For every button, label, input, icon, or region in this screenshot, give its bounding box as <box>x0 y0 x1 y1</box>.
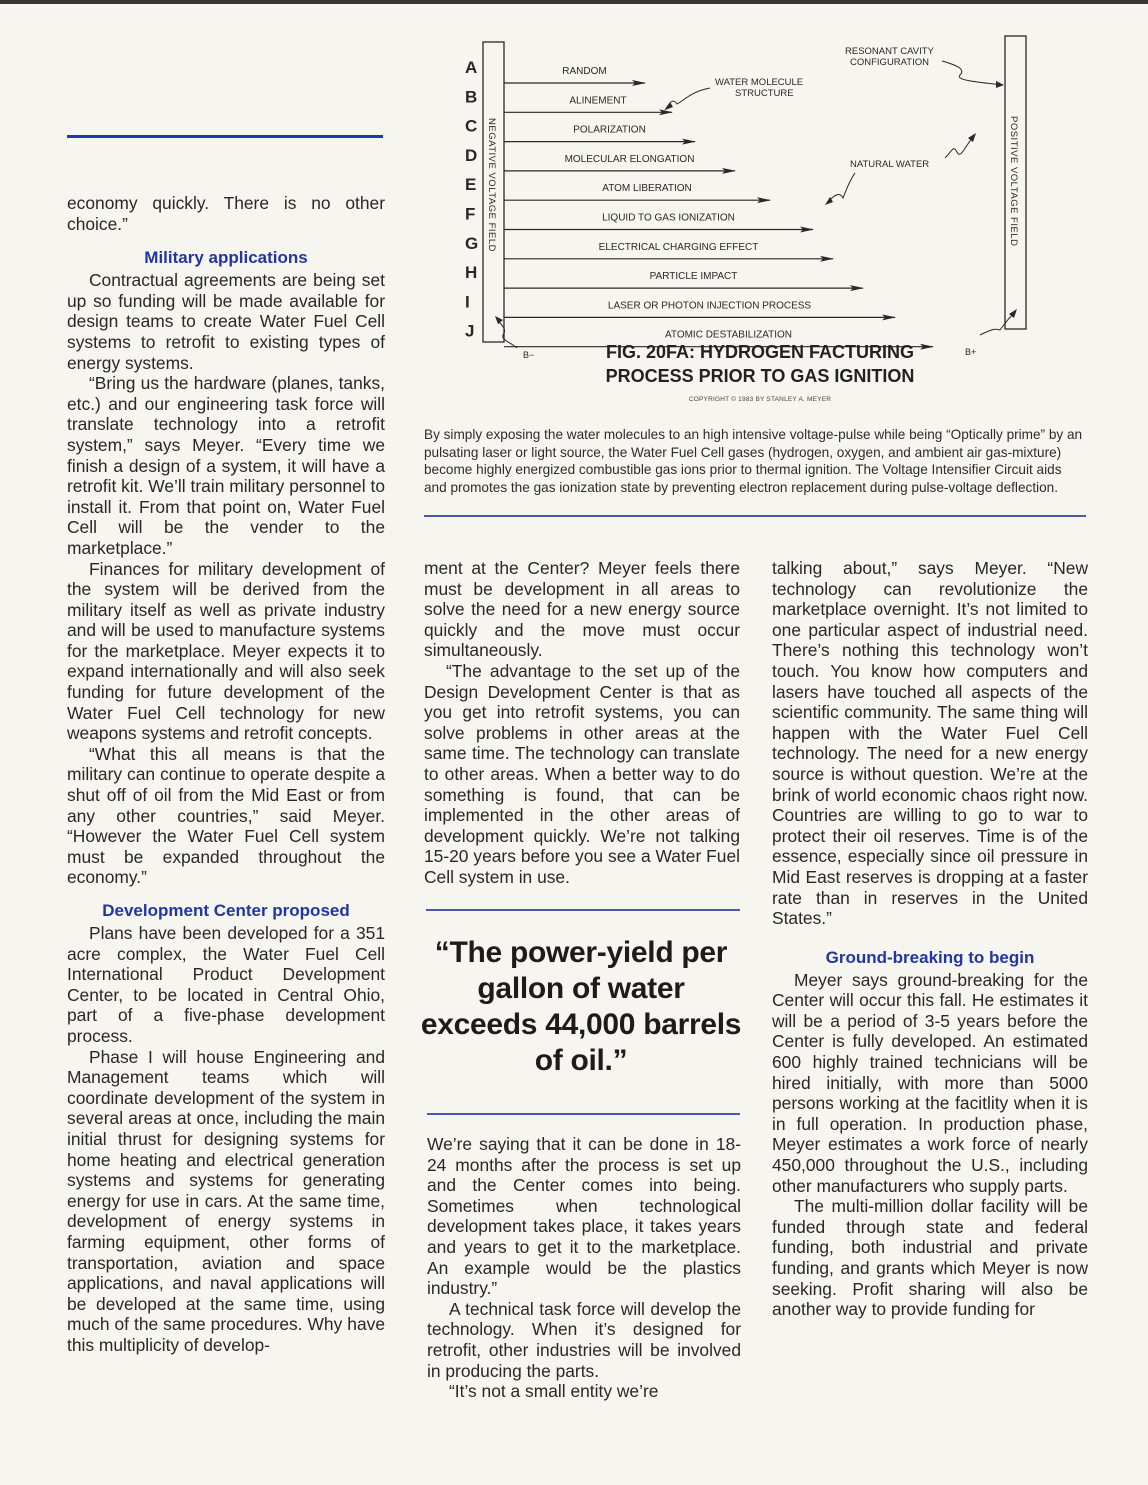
annotation-b-plus: B+ <box>965 347 977 357</box>
section-rule <box>67 135 383 138</box>
figure-caption: By simply exposing the water molecules to an high intensive voltage-pulse while being “Optically prime” by an pulsating laser or light source, the Water Fuel Cell gases (hydrogen, oxygen, and ambient air gas-mixture) become highly energized combustible gas ions prior to thermal ignition. The Voltage Intensifier Circuit aids and promotes the gas ionization state by preventing electron replacement during pulse-voltage deflection. <box>424 427 1083 495</box>
figure-title <box>560 340 960 388</box>
caption-rule <box>424 515 1086 517</box>
column-2 <box>424 558 740 888</box>
col1-paragraph: Finances for military development of the system will be derived from the military itself as well as private industry and will be used to manufacture systems for the marketplace. Meyer expects it to expand internationally and will also seek funding for future development of the Water Fuel Cell technology for new weapons systems and retrofit concepts. <box>67 558 385 744</box>
column-3 <box>772 558 1088 1320</box>
annotation-resonant-cavity-arrow <box>942 61 1003 85</box>
row-letter-g: G <box>465 233 479 253</box>
process-label: LASER OR PHOTON INJECTION PROCESS <box>607 300 812 312</box>
row-letter-f: F <box>465 204 476 224</box>
col2-paragraph: “It’s not a small entity we’re <box>449 1381 659 1402</box>
process-label: ATOMIC DESTABILIZATION <box>664 329 793 341</box>
annotation-structure: STRUCTURE <box>735 88 794 99</box>
figure-title-line1: FIG. 20FA: HYDROGEN FACTURING <box>605 342 915 362</box>
annotation-water-molecule: WATER MOLECULE <box>715 77 804 88</box>
col1-paragraph: Phase I will house Engineering and Management teams which will coordinate development of the system in several areas at once, including the main initial thrust for designing systems for home heating and electrical generation systems and systems for generating energy for use in cars. At the same time, development of energy systems in farming equipment, other forms of transportation, aviation and space applications, and naval applications will be developed at the same time, using much of the same procedures. Why have this multiplicity of develop- <box>67 1046 385 1355</box>
negative-voltage-field-label: NEGATIVE VOLTAGE FIELD <box>486 118 497 252</box>
heading-military-applications: Military applications <box>144 248 308 268</box>
positive-voltage-field-label: POSITIVE VOLTAGE FIELD <box>1008 116 1019 247</box>
row-letter-d: D <box>465 145 478 165</box>
annotation-configuration: CONFIGURATION <box>850 57 929 68</box>
annotation-natural-water-arrow-left <box>828 173 855 202</box>
process-label: MOLECULAR ELONGATION <box>564 153 695 165</box>
annotation-resonant-cavity: RESONANT CAVITY <box>845 46 934 57</box>
row-letter-e: E <box>465 175 477 195</box>
process-label: PARTICLE IMPACT <box>649 271 738 283</box>
col2-paragraph: “The advantage to the set up of the Design Development Center is that as you get into retrofit systems, you can solve problems in other areas at the same time. The technology can translate to other areas. When a better way to do something is found, that can be implemented in the other areas of development quickly. We’re not talking 15-20 years before you see a Water Fuel Cell system in use. <box>424 660 740 887</box>
annotation-natural-water: NATURAL WATER <box>850 159 930 170</box>
process-label: LIQUID TO GAS IONIZATION <box>602 212 735 224</box>
row-letter-a: A <box>465 58 478 77</box>
column-2-continued <box>427 1134 741 1402</box>
process-label: ELECTRICAL CHARGING EFFECT <box>598 241 759 253</box>
pullquote-rule-top <box>426 909 740 911</box>
b-plus-lead <box>980 312 1015 335</box>
col1-paragraph: Plans have been developed for a 351 acre complex, the Water Fuel Cell International Product Development Center, to be located in Central Ohio, part of a five-phase development process. <box>67 923 385 1046</box>
heading-development-center-proposed: Development Center proposed <box>102 901 350 920</box>
col2-paragraph: A technical task force will develop the technology. When it’s designed for retrofit, other industries will be involved in producing the parts. <box>427 1298 741 1381</box>
col2-paragraph: We’re saying that it can be done in 18-24 months after the process is set up and the Center comes into being. Sometimes when technological development takes place, it takes years and years to get it to the marketplace. An example would be the plastics industry.” <box>427 1134 741 1299</box>
row-letter-i: I <box>465 292 470 312</box>
col2-paragraph: ment at the Center? Meyer feels there must be development in all areas to solve the need for a new energy source quickly and the move must occur simultaneously. <box>424 558 740 661</box>
col1-paragraph: “Bring us the hardware (planes, tanks, etc.) and our engineering task force will translate technology into a retrofit system,” says Meyer. “Every time we finish a design of a system, it will have a retrofit kit. We’ll train military personnel to install it. From that point on, Water Fuel Cell will be the vender to the marketplace.” <box>67 373 385 558</box>
col3-paragraph: The multi-million dollar facility will be funded through state and federal funding, both industrial and private funding, and grants which Meyer is now seeking. Profit sharing will also be another way to provide funding for <box>772 1196 1088 1320</box>
row-letter-j: J <box>465 321 475 341</box>
b-minus-lead <box>497 320 517 348</box>
col1-lead-paragraph: economy quickly. There is no other choice.” <box>67 193 385 234</box>
figure-title-line2: PROCESS PRIOR TO GAS IGNITION <box>605 366 915 386</box>
process-label: POLARIZATION <box>573 124 646 136</box>
process-label: ATOM LIBERATION <box>602 183 692 195</box>
pullquote-rule-bottom <box>427 1113 740 1115</box>
col3-paragraph: talking about,” says Meyer. “New technology can revolutionize the marketplace overnight. It’s not limited to one particular aspect of industrial need. There’s nothing this technology won’t touch. You know how computers and lasers have touched all aspects of the scientific community. The same thing will happen with the Water Fuel Cell technology. The need for a new energy source is without question. We’re at the brink of world economic chaos right now. Countries are willing to go to war to protect their oil reserves. Time is of the essence, especially since oil pressure in Mid East reserves is dropping at a faster rate than in reserves in the United States.” <box>772 558 1088 929</box>
row-letter-b: B <box>465 87 478 107</box>
pull-quote: “The power-yield per gallon of water exceeds 44,000 barrels of oil.” <box>420 936 742 1077</box>
row-letter-c: C <box>465 116 478 136</box>
column-1 <box>67 193 385 1355</box>
annotation-b-minus: B− <box>523 350 535 360</box>
col1-paragraph: Contractual agreements are being set up so funding will be made available for design teams to create Water Fuel Cell systems to retrofit to existing types of energy systems. <box>67 270 385 373</box>
col3-paragraph: Meyer says ground-breaking for the Center will occur this fall. He estimates it will be a period of 3-5 years before the Center is fully developed. An estimated 600 highly trained technicians will be hired initially, with more than 5000 persons working at the facitlity when it is in full operation. In production phase, Meyer estimates a work force of nearly 450,000 throughout the U.S., including other manufacturers who supply parts. <box>772 969 1088 1196</box>
heading-ground-breaking: Ground-breaking to begin <box>825 947 1035 967</box>
process-label: RANDOM <box>562 66 607 77</box>
row-letter-h: H <box>465 263 478 283</box>
col1-paragraph: “What this all means is that the military can continue to operate despite a shut off of oil from the Mid East or from any other countries,” said Meyer. “However the Water Fuel Cell system must be expanded throughout the economy.” <box>67 743 385 888</box>
process-label: ALINEMENT <box>569 95 627 107</box>
page-top-edge <box>0 0 1148 4</box>
figure-copyright: COPYRIGHT © 1983 BY STANLEY A. MEYER <box>688 396 832 403</box>
